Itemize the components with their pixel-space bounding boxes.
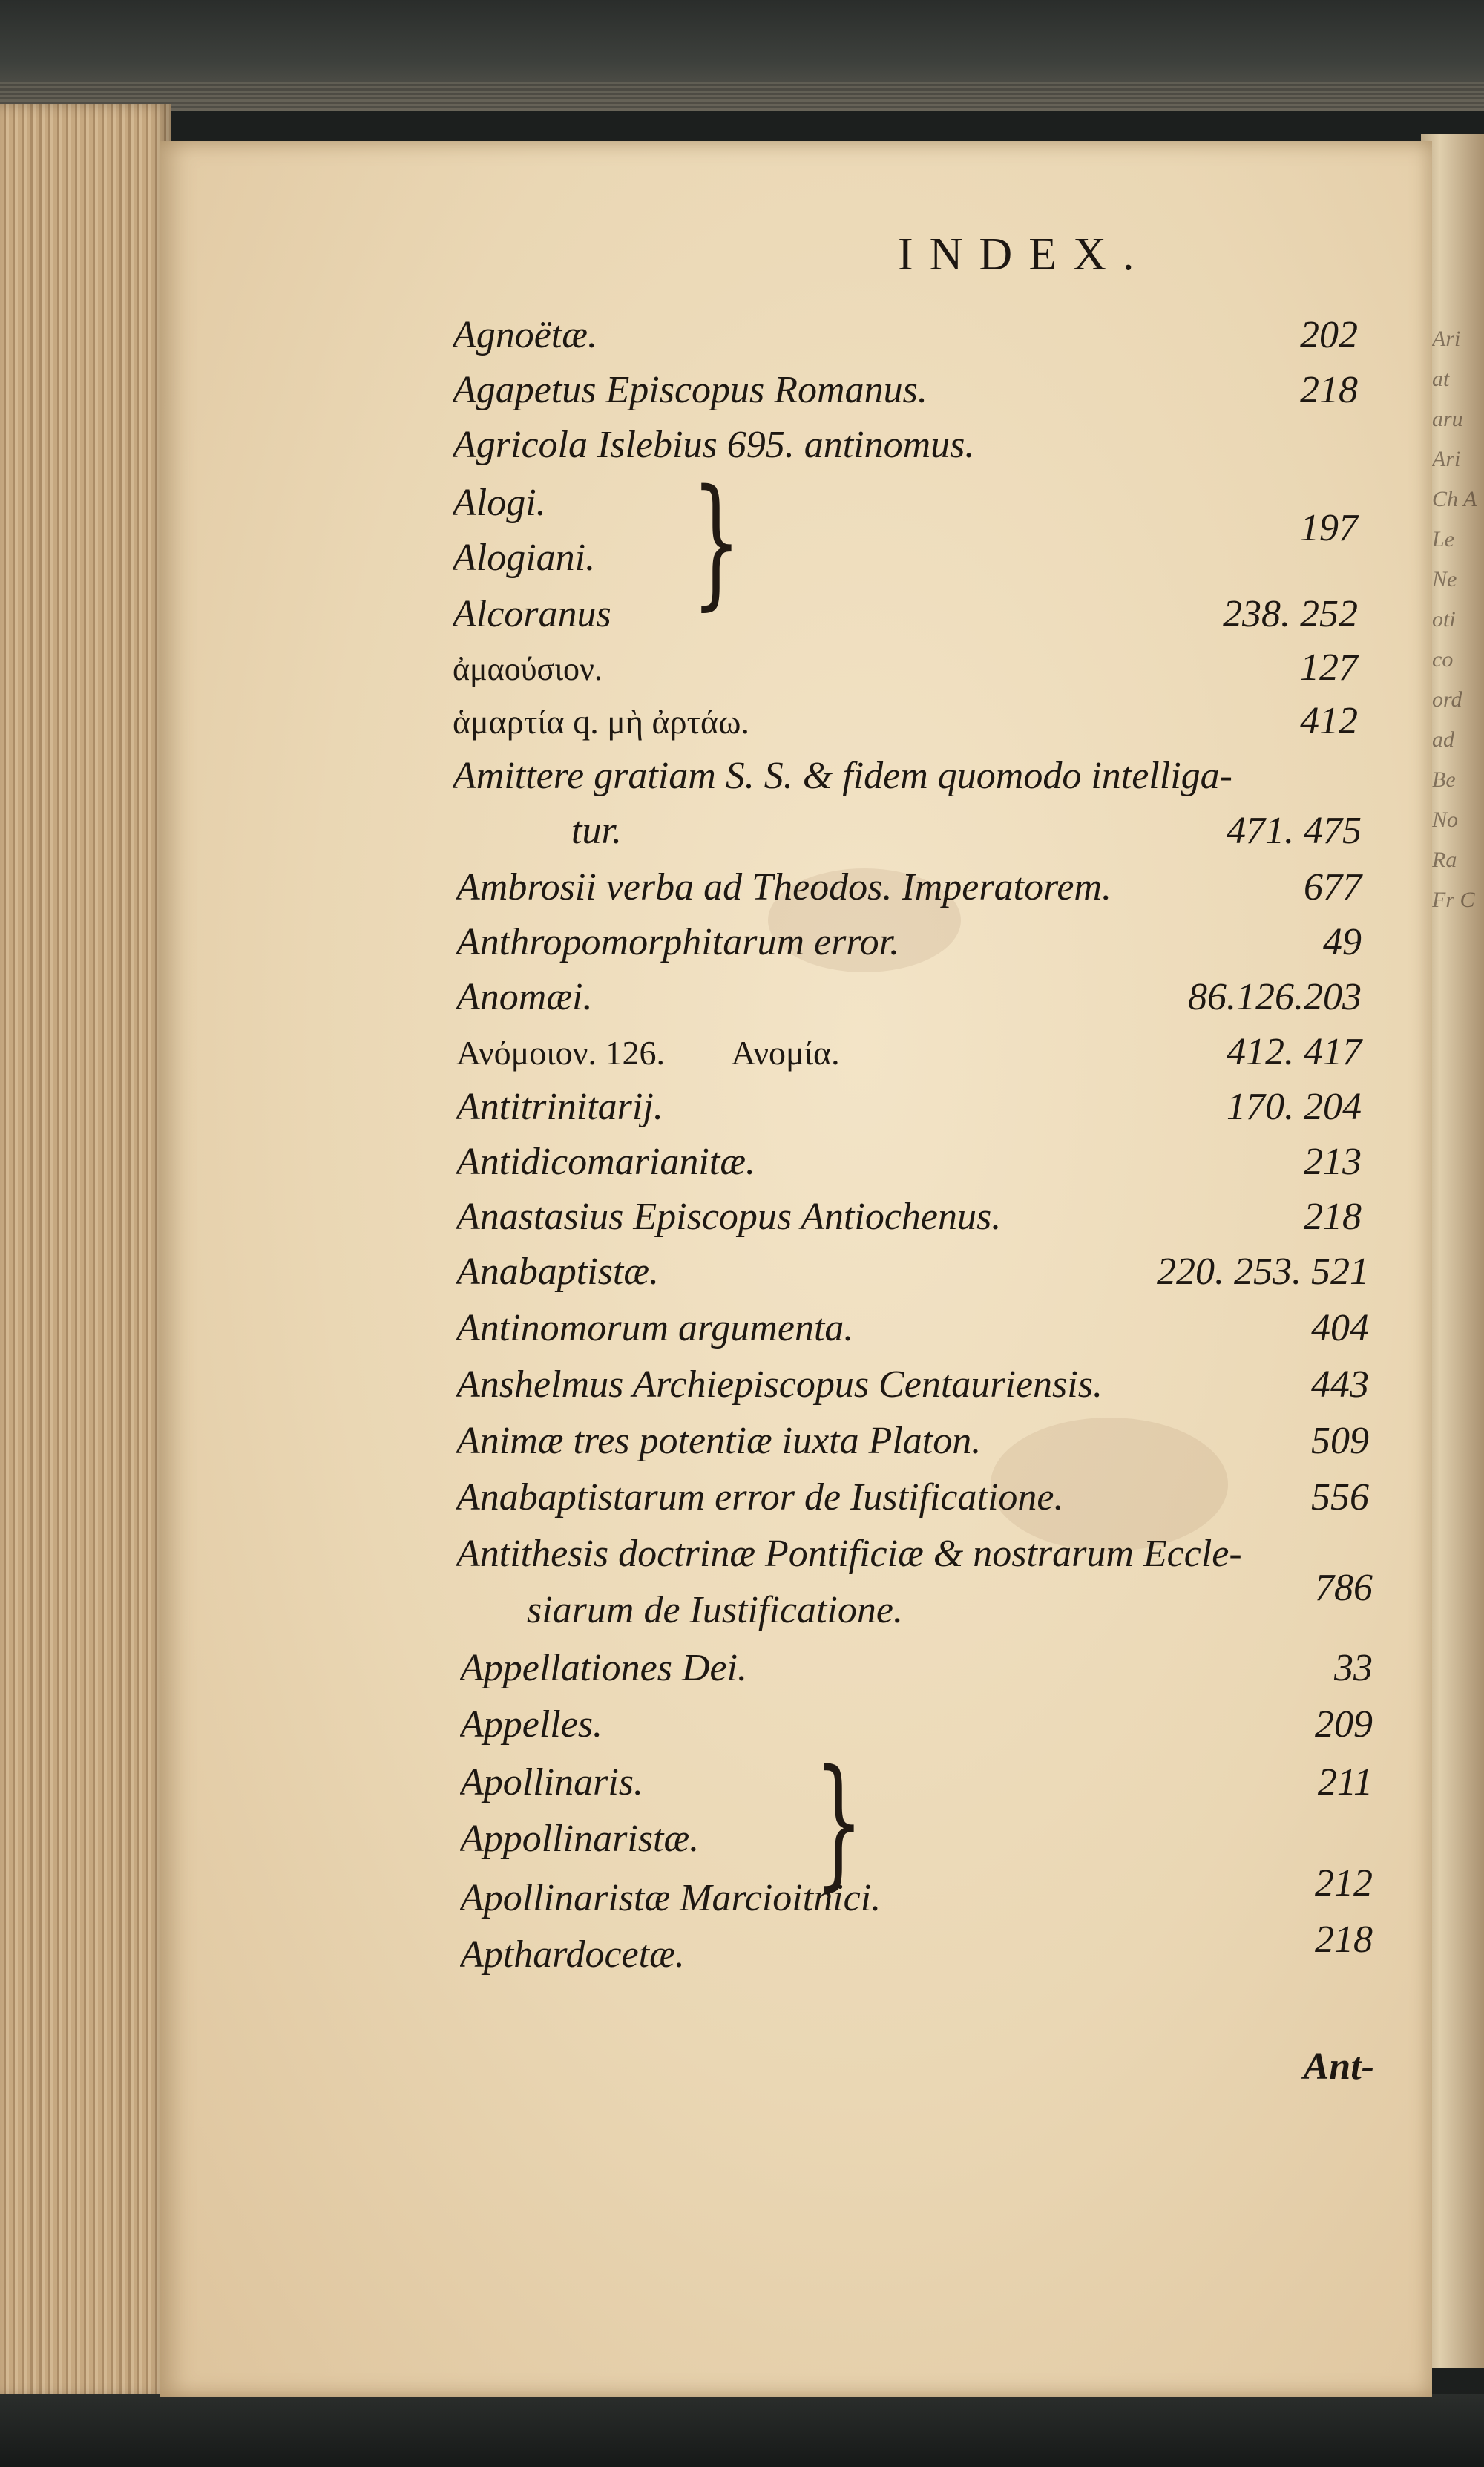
index-entry <box>456 1532 1391 1576</box>
entry-pages: 412 <box>1300 700 1358 742</box>
entry-pages: 556 <box>1311 1476 1369 1518</box>
entry-term: Alogiani. <box>453 537 596 579</box>
index-entry <box>453 368 1358 413</box>
entry-pages: 202 <box>1300 314 1358 356</box>
index-entry <box>456 920 1362 965</box>
entry-pages: 170. 204 <box>1227 1086 1362 1128</box>
left-page-stack <box>0 104 171 2397</box>
index-entry <box>456 1306 1369 1351</box>
catchword: Ant- <box>1303 2045 1374 2088</box>
index-entry <box>453 646 1358 692</box>
index-entry <box>456 1030 1362 1075</box>
brace-icon: } <box>814 1740 864 1904</box>
entry-pages: 86.126.203 <box>1188 976 1362 1018</box>
index-entry <box>456 1363 1369 1407</box>
entry-term: Apollinaris. <box>460 1761 644 1803</box>
entry-term: Apollinaristæ Marcioitnici. <box>460 1877 881 1919</box>
entry-term: Agricola Islebius 695. antinomus. <box>453 424 975 466</box>
index-entry <box>456 865 1362 910</box>
entry-term: Anomæi. <box>456 976 593 1018</box>
entry-term: Appollinaristæ. <box>460 1818 700 1860</box>
entry-term: Ambrosii verba ad Theodos. Imperatorem. <box>456 866 1112 908</box>
index-entry <box>456 1419 1369 1464</box>
index-entry <box>453 592 1358 637</box>
index-entry <box>453 699 1358 744</box>
entry-pages: 509 <box>1311 1420 1369 1462</box>
entry-pages: 786 <box>1315 1567 1373 1609</box>
index-entry <box>456 1475 1369 1520</box>
entry-term: Amittere gratiam S. S. & fidem quomodo intelliga- <box>453 755 1232 797</box>
entry-pages: 220. 253. 521 <box>1157 1251 1369 1293</box>
entry-pages: 443 <box>1311 1363 1369 1406</box>
index-entry <box>460 1817 831 1861</box>
entry-term: Agnoëtæ. <box>453 314 597 356</box>
index-entry <box>460 1862 1373 1921</box>
index-entry <box>453 754 1373 799</box>
entry-pages: 677 <box>1304 866 1362 908</box>
entry-pages: 238. 252 <box>1223 593 1358 635</box>
entry-term: Antinomorum argumenta. <box>456 1307 854 1349</box>
entry-term: Apthardocetæ. <box>460 1933 685 1976</box>
entry-term: Anthropomorphitarum error. <box>456 921 900 963</box>
entry-term: Anabaptistæ. <box>456 1251 660 1293</box>
entry-term: Animæ tres potentiæ iuxta Platon. <box>456 1420 982 1462</box>
entry-term: Alogi. <box>453 482 546 524</box>
entry-term: Antithesis doctrinæ Pontificiæ & nostrarum Eccle- <box>456 1533 1242 1575</box>
index-entry <box>460 1919 1373 1977</box>
entry-pages: 209 <box>1315 1703 1373 1746</box>
book-top-edge <box>0 0 1484 111</box>
entry-term: Appellationes Dei. <box>460 1647 748 1689</box>
running-head: INDEX. <box>898 229 1151 280</box>
entry-pages: 471. 475 <box>1227 810 1362 852</box>
entry-pages: 49 <box>1323 921 1362 963</box>
entry-pages: 404 <box>1311 1307 1369 1349</box>
index-entry <box>453 423 1358 468</box>
entry-pages: 212 <box>1315 1862 1373 1904</box>
entry-term: Anshelmus Archiepiscopus Centauriensis. <box>456 1363 1103 1406</box>
index-entry-continuation <box>571 809 1362 854</box>
entry-pages: 218 <box>1304 1196 1362 1238</box>
entry-term: Antitrinitarij. <box>456 1086 663 1128</box>
facing-page-fragment: Ari at aru Ari Ch A Le Ne oti co ord ad Be No Ra Fr C <box>1432 327 1477 912</box>
entry-term: Appelles. <box>460 1703 603 1746</box>
entry-term: ἁμαρτία q. μὴ ἀρτάω. <box>453 703 749 741</box>
index-entry <box>453 313 1358 358</box>
index-entry <box>460 1703 1373 1747</box>
entry-term: Anabaptistarum error de Iustificatione. <box>456 1476 1064 1518</box>
index-entry <box>460 1760 1373 1805</box>
index-page <box>160 141 1432 2397</box>
index-entry <box>456 1250 1369 1294</box>
entry-pages: 211 <box>1317 1761 1373 1803</box>
entry-term: siarum de Iustificatione. <box>527 1589 903 1631</box>
entry-term: Antidicomarianitæ. <box>456 1141 755 1183</box>
index-entry-continuation <box>527 1567 1373 1633</box>
entry-pages: 197 <box>1300 507 1358 549</box>
entry-term: tur. <box>571 810 622 852</box>
entry-term: ἀμαούσιον. <box>453 651 603 687</box>
entry-pages: 127 <box>1300 646 1358 689</box>
entry-term: Ανόμοιον. 126. Ανομία. <box>456 1034 840 1072</box>
index-entry <box>456 975 1362 1020</box>
entry-term: Agapetus Episcopus Romanus. <box>453 369 928 411</box>
entry-term: Alcoranus <box>453 593 611 635</box>
index-entries <box>160 141 1432 2397</box>
brace-icon: } <box>692 459 741 623</box>
entry-pages: 33 <box>1334 1647 1373 1689</box>
index-entry <box>456 1085 1362 1130</box>
index-entry <box>453 507 1358 580</box>
entry-term: Anastasius Episcopus Antiochenus. <box>456 1196 1002 1238</box>
entry-pages: 218 <box>1315 1919 1373 1961</box>
entry-pages: 213 <box>1304 1141 1362 1183</box>
book-bottom-edge <box>0 2394 1484 2467</box>
index-entry <box>456 1140 1362 1185</box>
index-entry <box>460 1646 1373 1691</box>
entry-pages: 412. 417 <box>1227 1031 1362 1073</box>
entry-pages: 218 <box>1300 369 1358 411</box>
index-entry <box>456 1195 1362 1239</box>
